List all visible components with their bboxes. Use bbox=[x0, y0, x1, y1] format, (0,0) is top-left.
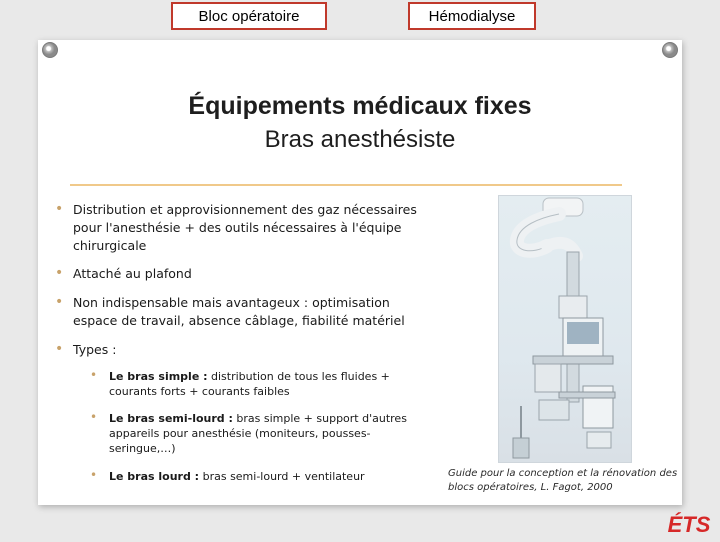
tab-label: Hémodialyse bbox=[428, 7, 516, 25]
pin-icon bbox=[42, 42, 58, 58]
bullet-icon: • bbox=[90, 410, 98, 424]
bullet-text: Non indispensable mais avantageux : optimisation espace de travail, absence câblage, fiabilité matériel bbox=[73, 295, 405, 328]
bullet-icon: • bbox=[55, 294, 64, 310]
bullet-item bbox=[55, 341, 435, 359]
divider bbox=[70, 184, 622, 186]
type-term: Le bras simple : bbox=[109, 370, 208, 383]
bullet-text: Types : bbox=[73, 342, 117, 357]
ets-logo bbox=[664, 508, 714, 538]
image-caption: Guide pour la conception et la rénovation des blocs opératoires, L. Fagot, 2000 bbox=[448, 468, 678, 493]
bullet-icon: • bbox=[55, 201, 64, 217]
bullet-icon: • bbox=[90, 468, 98, 482]
bullet-item bbox=[55, 265, 435, 283]
type-desc: distribution de tous les fluides + courants forts + courants faibles bbox=[109, 370, 390, 398]
anesthesia-arm-photo bbox=[498, 195, 632, 463]
tab-bloc-operatoire[interactable] bbox=[171, 2, 327, 30]
ets-logo-icon bbox=[664, 508, 714, 538]
type-term: Le bras semi-lourd : bbox=[109, 412, 233, 425]
type-desc: bras semi-lourd + ventilateur bbox=[199, 470, 365, 483]
svg-text:ÉTS: ÉTS bbox=[667, 512, 711, 537]
type-term: Le bras lourd : bbox=[109, 470, 200, 483]
bullet-icon: • bbox=[55, 265, 64, 281]
bullet-text: Attaché au plafond bbox=[73, 266, 192, 281]
sub-bullet-item bbox=[90, 411, 430, 456]
tab-hemodialyse[interactable] bbox=[408, 2, 536, 30]
bullet-item bbox=[55, 201, 435, 255]
type-desc: bras simple + support d'autres appareils pour anesthésie (moniteurs, pousses-seringue,…) bbox=[109, 412, 407, 455]
slide-subtitle: Bras anesthésiste bbox=[264, 126, 456, 153]
sub-bullet-item bbox=[90, 469, 430, 484]
bullet-text: Distribution et approvisionnement des gaz nécessaires pour l'anesthésie + des outils nécessaires à l'équipe chirurgicale bbox=[73, 202, 417, 253]
bullet-icon: • bbox=[55, 341, 64, 357]
anesthesia-arm-illustration bbox=[499, 196, 631, 462]
bullet-item bbox=[55, 294, 435, 330]
slide-title: Équipements médicaux fixes bbox=[188, 92, 532, 120]
pin-icon bbox=[662, 42, 678, 58]
sub-bullet-item bbox=[90, 369, 430, 399]
bullet-icon: • bbox=[90, 368, 98, 382]
tab-label: Bloc opératoire bbox=[198, 7, 300, 25]
